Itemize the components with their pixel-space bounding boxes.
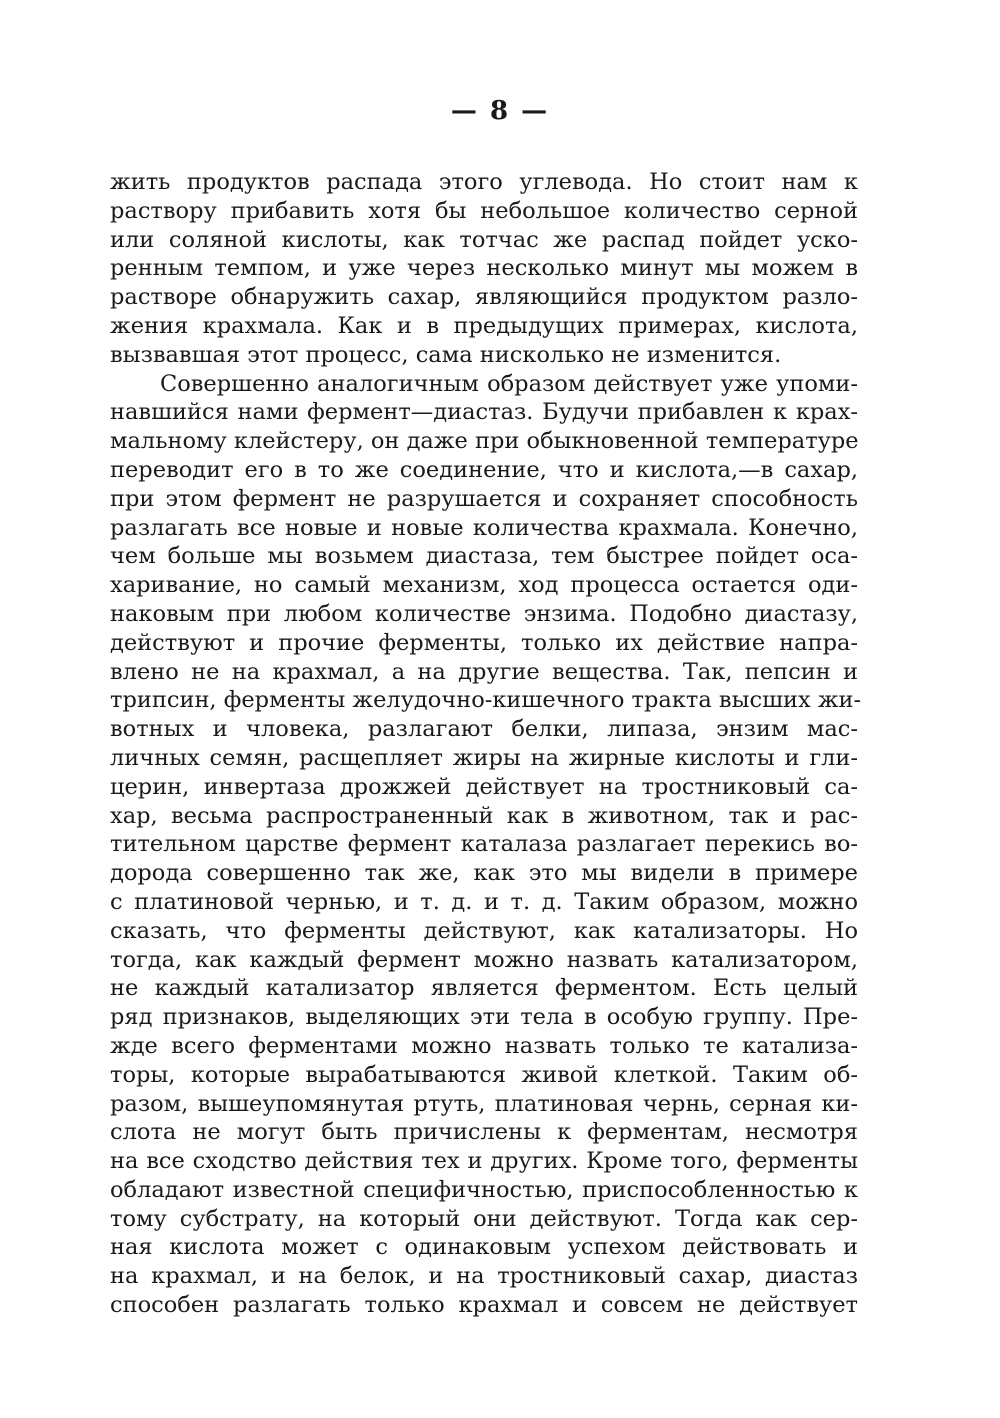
text-line: Совершенно аналогичным образом действует уже упоми- <box>160 370 858 397</box>
text-line: харивание, но самый механизм, ход процесса остается оди- <box>110 572 858 599</box>
text-line: торы, которые вырабатываются живой клеткой. Таким об- <box>110 1061 858 1088</box>
text-line: мальному клейстеру, он даже при обыкновенной температуре <box>110 428 859 455</box>
text-line: жения крахмала. Как и в предыдущих примерах, кислота, <box>110 312 858 339</box>
text-line: тительном царстве фермент каталаза разлагает перекись во- <box>110 831 858 858</box>
text-line: ная кислота может с одинаковым успехом действовать и <box>110 1234 858 1261</box>
text-line: действуют и прочие ферменты, только их действие напра- <box>110 629 858 656</box>
text-line: жить продуктов распада этого углевода. Но стоит нам к <box>110 169 858 195</box>
page-number: — 8 — <box>450 96 550 126</box>
text-line: разом, вышеупомянутая ртуть, платиновая чернь, серная ки- <box>110 1090 858 1117</box>
text-line: при этом фермент не разрушается и сохраняет способность <box>110 485 858 512</box>
text-line <box>110 1320 858 1349</box>
text-line: дорода совершенно так же, как это мы видели в примере <box>110 860 858 887</box>
text-line: тогда, как каждый фермент можно назвать катализатором, <box>110 946 858 973</box>
text-line: переводит его в то же соединение, что и кислота,—в сахар, <box>110 456 858 483</box>
text-line: влено не на крахмал, а на другие вещества. Так, пепсин и <box>110 658 858 685</box>
text-line: разлагать все новые и новые количества крахмала. Конечно, <box>110 514 858 541</box>
text-line: растворе обнаружить сахар, являющийся продуктом разло- <box>110 284 858 311</box>
text-line <box>110 1349 858 1378</box>
text-line: вызвавшая этот процесс, сама нисколько не изменится. <box>110 341 782 368</box>
text-line: на крахмал, и на белок, и на тростниковый сахар, диастаз <box>110 1263 858 1290</box>
paragraph <box>110 370 862 1378</box>
text-line: наковым при любом количестве энзима. Подобно диастазу, <box>110 600 858 627</box>
text-line: хар, весьма распространенный как в животном, так и рас- <box>110 802 858 829</box>
body-text <box>110 168 862 1377</box>
text-line: обладают известной специфичностью, приспособленностью к <box>110 1176 858 1203</box>
text-line: тому субстрату, на который они действуют. Тогда как сер- <box>110 1205 858 1232</box>
text-line: или соляной кислоты, как тотчас же распад пойдет уско- <box>110 226 858 253</box>
text-line: ренным темпом, и уже через несколько минут мы можем в <box>110 255 858 282</box>
text-line: с платиновой чернью, и т. д. и т. д. Таким образом, можно <box>110 888 858 915</box>
text-line: трипсин, ферменты желудочно-кишечного тракта высших жи- <box>110 687 862 714</box>
text-line: личных семян, расщепляет жиры на жирные кислоты и гли- <box>110 744 858 771</box>
text-line: церин, инвертаза дрожжей действует на тростниковый са- <box>110 773 858 800</box>
text-line: не каждый катализатор является ферментом. Есть целый <box>110 975 858 1002</box>
text-line: сказать, что ферменты действуют, как катализаторы. Но <box>110 917 858 944</box>
text-line: способен разлагать только крахмал и совсем не действует <box>110 1292 858 1319</box>
paragraph <box>110 168 858 370</box>
text-line: раствору прибавить хотя бы небольшое количество серной <box>110 197 858 224</box>
text-line: слота не могут быть причислены к ферментам, несмотря <box>110 1119 858 1146</box>
text-line: навшийся нами фермент—диастаз. Будучи прибавлен к крах- <box>110 399 858 426</box>
text-line: ряд признаков, выделяющих эти тела в особую группу. Пре- <box>110 1004 858 1031</box>
text-line: вотных и чловека, разлагают белки, липаза, энзим мас- <box>110 716 858 743</box>
text-line: на все сходство действия тех и других. Кроме того, ферменты <box>110 1148 858 1175</box>
text-line: чем больше мы возьмем диастаза, тем быстрее пойдет оса- <box>110 543 858 570</box>
text-line: жде всего ферментами можно назвать только те катализа- <box>110 1032 858 1059</box>
